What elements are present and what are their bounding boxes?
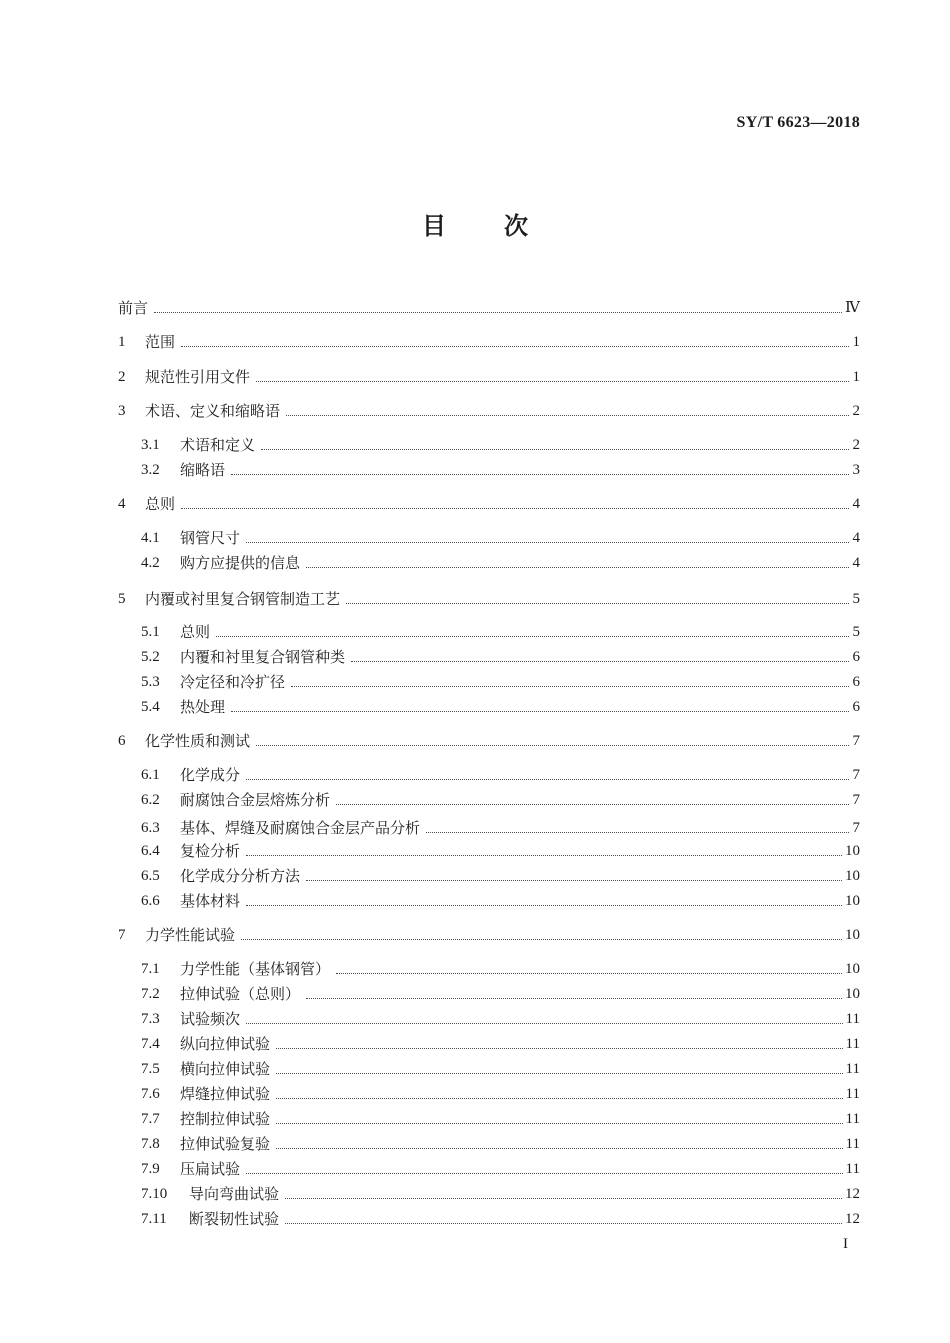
toc-entry-number: 7.3 <box>141 1011 160 1027</box>
dot-leader <box>154 312 842 313</box>
standard-code: SY/T 6623—2018 <box>736 114 860 131</box>
dot-leader <box>181 346 849 347</box>
dot-leader <box>241 939 842 940</box>
toc-entry-number: 4.2 <box>141 555 160 571</box>
toc-entry[interactable] <box>141 789 860 811</box>
dot-leader <box>261 449 849 450</box>
toc-entry-number: 6.1 <box>141 767 160 783</box>
toc-entry-title: 基体材料 <box>180 892 241 910</box>
toc-entry-number: 6 <box>118 733 126 749</box>
toc-entry[interactable] <box>141 1133 860 1155</box>
toc-entry-page: 2 <box>852 403 860 419</box>
dot-leader <box>246 1023 843 1024</box>
toc-entry-number: 3 <box>118 403 126 419</box>
dot-leader <box>231 474 849 475</box>
toc-entry-page: 7 <box>852 792 860 808</box>
dot-leader <box>291 686 849 687</box>
toc-entry-title: 购方应提供的信息 <box>180 554 301 572</box>
toc-entry-title: 缩略语 <box>180 461 226 479</box>
toc-entry-number: 7 <box>118 927 126 943</box>
dot-leader <box>276 1098 843 1099</box>
dot-leader <box>246 855 842 856</box>
toc-entry[interactable] <box>141 1158 860 1180</box>
toc-entry[interactable] <box>141 890 860 912</box>
toc-entry-title: 范围 <box>145 333 176 351</box>
toc-entry-title: 试验频次 <box>180 1010 241 1028</box>
toc-entry-number: 1 <box>118 334 126 350</box>
toc-entry-page: 5 <box>852 624 860 640</box>
toc-entry-title: 化学成分 <box>180 766 241 784</box>
dot-leader <box>256 381 849 382</box>
toc-entry-number: 7.1 <box>141 961 160 977</box>
toc-entry[interactable] <box>141 1033 860 1055</box>
toc-entry-title: 总则 <box>145 495 176 513</box>
toc-entry-page: 10 <box>845 986 860 1002</box>
toc-entry[interactable] <box>141 983 860 1005</box>
dot-leader <box>351 661 849 662</box>
toc-entry-title: 拉伸试验（总则） <box>180 985 301 1003</box>
dot-leader <box>256 745 849 746</box>
toc-entry-number: 4.1 <box>141 530 160 546</box>
toc-entry-page: 11 <box>845 1011 860 1027</box>
toc-entry[interactable] <box>141 552 860 574</box>
toc-entry-title: 拉伸试验复验 <box>180 1135 271 1153</box>
dot-leader <box>276 1123 843 1124</box>
dot-leader <box>276 1148 843 1149</box>
toc-entry-page: 6 <box>852 699 860 715</box>
dot-leader <box>426 832 849 833</box>
toc-entry[interactable] <box>118 924 860 946</box>
toc-entry[interactable] <box>141 764 860 786</box>
toc-entry[interactable] <box>141 527 860 549</box>
toc-entry-page: 7 <box>852 820 860 836</box>
toc-entry-title: 化学性质和测试 <box>145 732 251 750</box>
toc-entry-page: 1 <box>852 369 860 385</box>
toc-entry-number: 7.2 <box>141 986 160 1002</box>
toc-entry-title: 前言 <box>118 299 149 317</box>
toc-entry-page: 11 <box>845 1061 860 1077</box>
toc-entry-title: 力学性能试验 <box>145 926 236 944</box>
toc-entry-title: 冷定径和冷扩径 <box>180 673 286 691</box>
page-number: I <box>843 1236 848 1252</box>
toc-entry[interactable] <box>118 366 860 388</box>
dot-leader <box>285 1223 842 1224</box>
toc-entry-page: 4 <box>852 496 860 512</box>
toc-entry-page: 11 <box>845 1161 860 1177</box>
toc-entry-number: 7.11 <box>141 1211 167 1227</box>
toc-entry-page: 10 <box>845 927 860 943</box>
toc-entry[interactable] <box>141 646 860 668</box>
toc-entry-number: 7.9 <box>141 1161 160 1177</box>
toc-entry[interactable] <box>141 434 860 456</box>
toc-entry[interactable] <box>118 331 860 353</box>
toc-entry-page: 6 <box>852 674 860 690</box>
dot-leader <box>285 1198 842 1199</box>
toc-entry-title: 导向弯曲试验 <box>189 1185 280 1203</box>
toc-entry-title: 内覆或衬里复合钢管制造工艺 <box>145 590 341 608</box>
toc-entry[interactable] <box>118 588 860 610</box>
toc-entry-page: 10 <box>845 893 860 909</box>
toc-entry-number: 5.2 <box>141 649 160 665</box>
toc-entry[interactable] <box>141 1183 860 1205</box>
toc-entry-title: 压扁试验 <box>180 1160 241 1178</box>
toc-entry-number: 3.1 <box>141 437 160 453</box>
toc-entry-title: 钢管尺寸 <box>180 529 241 547</box>
toc-entry[interactable] <box>141 459 860 481</box>
toc-entry-number: 5.1 <box>141 624 160 640</box>
dot-leader <box>276 1048 843 1049</box>
toc-entry-title: 术语、定义和缩略语 <box>145 402 281 420</box>
dot-leader <box>336 804 849 805</box>
dot-leader <box>246 542 849 543</box>
dot-leader <box>216 636 849 637</box>
toc-entry-title: 断裂韧性试验 <box>189 1210 280 1228</box>
toc-entry-page: 1 <box>852 334 860 350</box>
toc-entry-number: 6.4 <box>141 843 160 859</box>
toc-entry-title: 规范性引用文件 <box>145 368 251 386</box>
dot-leader <box>306 567 849 568</box>
dot-leader <box>181 508 849 509</box>
toc-entry-page: 2 <box>852 437 860 453</box>
toc-entry-page: 7 <box>852 733 860 749</box>
toc-entry-page: 3 <box>852 462 860 478</box>
dot-leader <box>276 1073 843 1074</box>
toc-entry-title: 热处理 <box>180 698 226 716</box>
dot-leader <box>246 905 842 906</box>
toc-entry-number: 7.5 <box>141 1061 160 1077</box>
dot-leader <box>306 998 842 999</box>
toc-entry[interactable] <box>141 958 860 980</box>
dot-leader <box>286 415 849 416</box>
toc-entry[interactable] <box>141 1058 860 1080</box>
toc-entry-page: 10 <box>845 868 860 884</box>
toc-entry-page: 11 <box>845 1086 860 1102</box>
toc-entry-page: 4 <box>852 555 860 571</box>
toc-entry-number: 4 <box>118 496 126 512</box>
toc-entry-number: 7.6 <box>141 1086 160 1102</box>
toc-entry-title: 总则 <box>180 623 211 641</box>
title-char-2: 次 <box>504 212 528 240</box>
toc-entry[interactable] <box>141 865 860 887</box>
dot-leader <box>336 973 842 974</box>
toc-entry-page: 11 <box>845 1111 860 1127</box>
toc-entry[interactable] <box>141 840 860 862</box>
dot-leader <box>246 1173 843 1174</box>
toc-entry[interactable] <box>141 1108 860 1130</box>
toc-entry[interactable] <box>118 730 860 752</box>
toc-entry[interactable] <box>118 400 860 422</box>
toc-entry-page: 11 <box>845 1036 860 1052</box>
toc-entry[interactable] <box>118 493 860 515</box>
toc-entry-number: 7.7 <box>141 1111 160 1127</box>
toc-entry-number: 5.4 <box>141 699 160 715</box>
toc-entry-page: 11 <box>845 1136 860 1152</box>
toc-entry-page: 7 <box>852 767 860 783</box>
toc-entry-page: 4 <box>852 530 860 546</box>
toc-entry-number: 5 <box>118 591 126 607</box>
toc-entry[interactable] <box>141 1083 860 1105</box>
toc-entry-number: 7.4 <box>141 1036 160 1052</box>
toc-entry-number: 6.2 <box>141 792 160 808</box>
toc-entry-page: Ⅳ <box>845 300 860 316</box>
title-char-1: 目 <box>422 212 446 240</box>
toc-entry[interactable] <box>141 1208 860 1230</box>
toc-entry-number: 2 <box>118 369 126 385</box>
toc-entry[interactable] <box>118 297 860 319</box>
toc-entry[interactable] <box>141 621 860 643</box>
toc-entry-title: 复检分析 <box>180 842 241 860</box>
toc-entry-title: 基体、焊缝及耐腐蚀合金层产品分析 <box>180 819 421 837</box>
toc-entry[interactable] <box>141 671 860 693</box>
dot-leader <box>246 779 849 780</box>
toc-entry[interactable] <box>141 696 860 718</box>
toc-entry-page: 12 <box>845 1186 860 1202</box>
toc-entry-title: 化学成分分析方法 <box>180 867 301 885</box>
toc-entry[interactable] <box>141 1008 860 1030</box>
toc-entry-title: 力学性能（基体钢管） <box>180 960 331 978</box>
toc-entry-number: 5.3 <box>141 674 160 690</box>
toc-entry-page: 10 <box>845 961 860 977</box>
toc-entry[interactable] <box>141 817 860 839</box>
toc-entry-title: 术语和定义 <box>180 436 256 454</box>
toc-entry-number: 7.8 <box>141 1136 160 1152</box>
toc-entry-page: 10 <box>845 843 860 859</box>
toc-entry-number: 6.6 <box>141 893 160 909</box>
toc-entry-number: 6.5 <box>141 868 160 884</box>
dot-leader <box>306 880 842 881</box>
dot-leader <box>231 711 849 712</box>
toc-entry-page: 6 <box>852 649 860 665</box>
toc-entry-page: 12 <box>845 1211 860 1227</box>
toc-entry-title: 焊缝拉伸试验 <box>180 1085 271 1103</box>
dot-leader <box>346 603 849 604</box>
toc-entry-number: 7.10 <box>141 1186 168 1202</box>
toc-entry-title: 横向拉伸试验 <box>180 1060 271 1078</box>
toc-entry-title: 控制拉伸试验 <box>180 1110 271 1128</box>
toc-entry-number: 6.3 <box>141 820 160 836</box>
toc-entry-title: 内覆和衬里复合钢管种类 <box>180 648 346 666</box>
toc-entry-page: 5 <box>852 591 860 607</box>
toc-entry-number: 3.2 <box>141 462 160 478</box>
toc-entry-title: 纵向拉伸试验 <box>180 1035 271 1053</box>
toc-entry-title: 耐腐蚀合金层熔炼分析 <box>180 791 331 809</box>
